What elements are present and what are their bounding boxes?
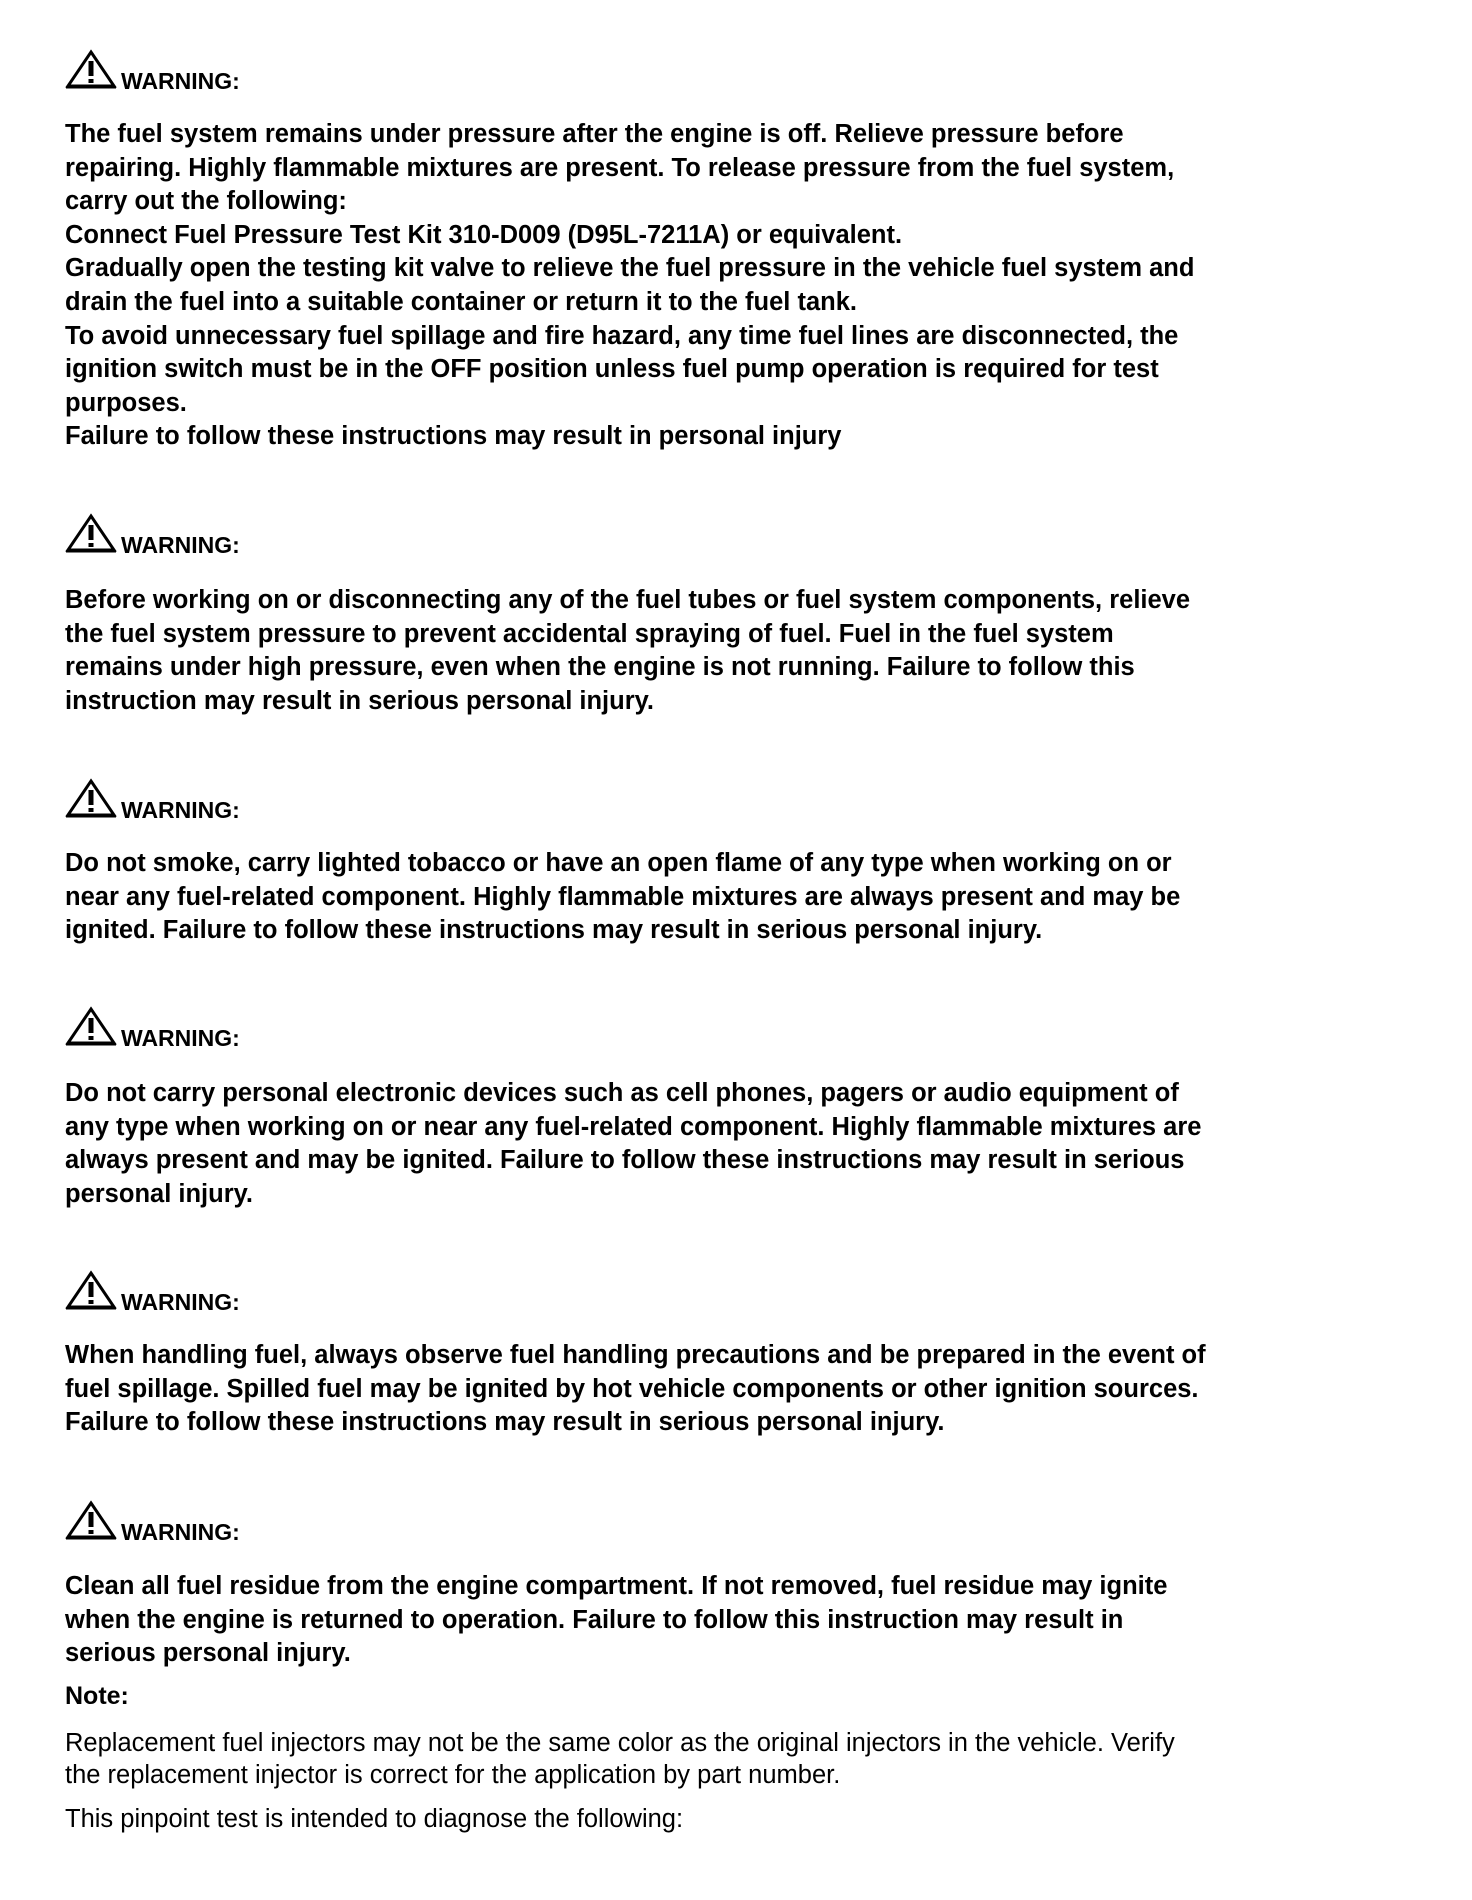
- warning-line: remains under high pressure, even when the engine is not running. Failure to follow this: [65, 653, 1135, 682]
- warning-triangle-icon: [65, 49, 117, 94]
- intro-line: This pinpoint test is intended to diagnose the following:: [65, 1805, 684, 1833]
- warning-line: Do not carry personal electronic devices such as cell phones, pagers or audio equipment of: [65, 1079, 1179, 1107]
- warning-line: near any fuel-related component. Highly flammable mixtures are always present and may be: [65, 882, 1181, 911]
- warning-text: [65, 1570, 1465, 1671]
- warning-triangle-icon: [65, 1270, 117, 1315]
- warning-triangle-icon: [65, 513, 117, 558]
- warning-text: [65, 118, 1465, 454]
- note-line: the replacement injector is correct for the application by part number.: [65, 1761, 841, 1789]
- warning-triangle-icon: [65, 778, 117, 823]
- warning-line: The fuel system remains under pressure after the engine is off. Relieve pressure before: [65, 120, 1124, 148]
- note-label: Note:: [65, 1682, 129, 1710]
- warning-text: [65, 1077, 1465, 1211]
- note-line: Replacement fuel injectors may not be the same color as the original injectors in the vehicle. Verify: [65, 1729, 1175, 1757]
- warning-line: always present and may be ignited. Failure to follow these instructions may result in serious: [65, 1146, 1185, 1175]
- warning-line: repairing. Highly flammable mixtures are present. To release pressure from the fuel system,: [65, 153, 1175, 182]
- warning-label: WARNING:: [121, 1025, 240, 1051]
- warning-label: WARNING:: [121, 1289, 240, 1315]
- warning-label: WARNING:: [121, 797, 240, 823]
- warning-text: [65, 847, 1465, 948]
- warning-line: ignited. Failure to follow these instructions may result in serious personal injury.: [65, 916, 1043, 945]
- intro-text: [65, 1803, 683, 1835]
- warning-line: personal injury.: [65, 1179, 253, 1208]
- warning-line: drain the fuel into a suitable container or return it to the fuel tank.: [65, 287, 857, 316]
- warning-triangle-icon: [65, 1500, 117, 1545]
- note-text: [65, 1727, 1175, 1791]
- warning-text: [65, 584, 1465, 718]
- warning-line: Gradually open the testing kit valve to relieve the fuel pressure in the vehicle fuel system and: [65, 254, 1195, 283]
- warning-line: serious personal injury.: [65, 1639, 351, 1668]
- warning-text: [65, 1339, 1465, 1440]
- warning-header: [65, 1007, 240, 1051]
- warning-line: Before working on or disconnecting any of the fuel tubes or fuel system components, relieve: [65, 586, 1191, 614]
- warning-header: [65, 1271, 240, 1315]
- warning-line: purposes.: [65, 388, 187, 417]
- warning-line: the fuel system pressure to prevent accidental spraying of fuel. Fuel in the fuel system: [65, 619, 1114, 648]
- warning-line: Failure to follow these instructions may result in serious personal injury.: [65, 1408, 945, 1437]
- warning-line: instruction may result in serious personal injury.: [65, 686, 655, 715]
- warning-line: when the engine is returned to operation. Failure to follow this instruction may result in: [65, 1605, 1124, 1634]
- warning-line: ignition switch must be in the OFF position unless fuel pump operation is required for test: [65, 355, 1159, 384]
- warning-line: When handling fuel, always observe fuel handling precautions and be prepared in the event of: [65, 1341, 1206, 1369]
- warning-line: fuel spillage. Spilled fuel may be ignited by hot vehicle components or other ignition sources.: [65, 1374, 1199, 1403]
- warning-line: carry out the following:: [65, 187, 347, 216]
- warning-line: Do not smoke, carry lighted tobacco or have an open flame of any type when working on or: [65, 849, 1172, 877]
- warning-line: any type when working on or near any fuel-related component. Highly flammable mixtures are: [65, 1112, 1202, 1141]
- warning-line: Connect Fuel Pressure Test Kit 310-D009 (D95L-7211A) or equivalent.: [65, 220, 903, 249]
- warning-label: WARNING:: [121, 68, 240, 94]
- warning-header: [65, 50, 240, 94]
- warning-triangle-icon: [65, 1006, 117, 1051]
- warning-header: [65, 779, 240, 823]
- warning-line: Clean all fuel residue from the engine compartment. If not removed, fuel residue may ignite: [65, 1572, 1168, 1600]
- warning-label: WARNING:: [121, 532, 240, 558]
- warning-line: To avoid unnecessary fuel spillage and fire hazard, any time fuel lines are disconnected, the: [65, 321, 1179, 350]
- warning-header: [65, 1501, 240, 1545]
- warning-line: Failure to follow these instructions may result in personal injury: [65, 422, 842, 451]
- warning-label: WARNING:: [121, 1519, 240, 1545]
- warning-header: [65, 514, 240, 558]
